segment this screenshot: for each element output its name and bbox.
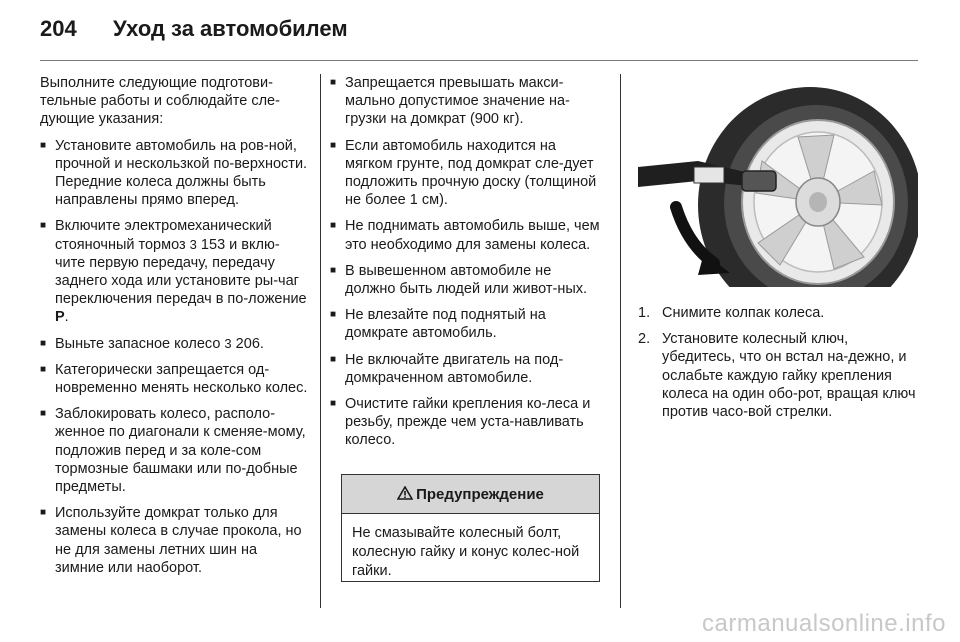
page-number: 204 — [40, 16, 77, 41]
warning-box — [341, 474, 600, 582]
procedure-steps — [638, 304, 920, 421]
step-item: 2. Установите колесный ключ, убедитесь, что он встал на-дежно, и ослабьте каждую гайку крепления колеса на один обо-рот, вращая ключ против часо-вой стрелки. — [638, 331, 916, 421]
column-3 — [638, 304, 920, 429]
warning-title: Предупреждение — [416, 485, 544, 503]
column-2 — [330, 74, 602, 458]
list-item: ■ Включите электромеханический стояночный тормоз 3 153 и вклю-чите первую передачу, передачу заднего хода или установите ры-чаг переключения передач в по-ложение P. — [40, 217, 308, 326]
watermark: carmanualsonline.info — [702, 610, 946, 637]
list-item: ■ Заблокировать колесо, располо-женное по диагонали к сменяе-мому, подложив перед и за коле-сом тормозные башмаки или по-добные предметы. — [40, 405, 308, 496]
step-number: 1. — [638, 305, 651, 321]
list-item: ■ В вывешенном автомобиле не должно быть людей или живот-ных. — [330, 262, 602, 298]
step-number: 2. — [638, 331, 651, 348]
column-1 — [40, 74, 308, 585]
column-divider-2 — [620, 74, 621, 608]
list-item: ■ Запрещается превышать макси-мально допустимое значение на-грузки на домкрат (900 кг). — [330, 74, 602, 129]
page-header — [40, 16, 920, 50]
list-item: ■ Не поднимать автомобиль выше, чем это необходимо для замены колеса. — [330, 217, 602, 253]
column-divider-1 — [320, 74, 321, 608]
list-item: ■ Категорически запрещается од-новременно менять несколько колес. — [40, 361, 308, 397]
intro-text: Выполните следующие подготови-тельные работы и соблюдайте сле-дующие указания: — [40, 75, 280, 128]
header-divider — [40, 60, 918, 61]
list-item: ■ Не влезайте под поднятый на домкрате автомобиль. — [330, 306, 602, 342]
step-item: 1. Снимите колпак колеса. — [638, 305, 825, 321]
list-item: ■ Если автомобиль находится на мягком грунте, под домкрат сле-дует подложить прочную доску (толщиной не более 1 см). — [330, 137, 602, 210]
list-item: ■ Не включайте двигатель на под-домкраченном автомобиле. — [330, 351, 602, 387]
warning-header — [342, 475, 599, 514]
list-item: ■ Установите автомобиль на ров-ной, прочной и нескользкой по-верхности. Передние колеса должны быть направлены прямо вперед. — [40, 137, 308, 210]
wheel-wrench-illustration — [638, 75, 918, 287]
warning-text: Не смазывайте колесный болт, колесную гайку и конус колес-ной гайки. — [352, 525, 580, 579]
safety-list — [330, 74, 602, 450]
preparation-list — [40, 137, 308, 577]
cross-reference-arrow-icon: 3 — [224, 335, 232, 351]
list-item: ■ Выньте запасное колесо 3 206. — [40, 335, 308, 353]
page-title: Уход за автомобилем — [113, 16, 348, 41]
list-item: ■ Очистите гайки крепления ко-леса и резьбу, прежде чем уста-навливать колесо. — [330, 395, 602, 450]
cross-reference-arrow-icon: 3 — [189, 236, 197, 252]
list-item: ■ Используйте домкрат только для замены колеса в случае прокола, но не для замены летних шин на зимние или наоборот. — [40, 504, 308, 577]
warning-triangle-icon — [397, 486, 413, 503]
gear-position-p: P — [55, 309, 65, 326]
